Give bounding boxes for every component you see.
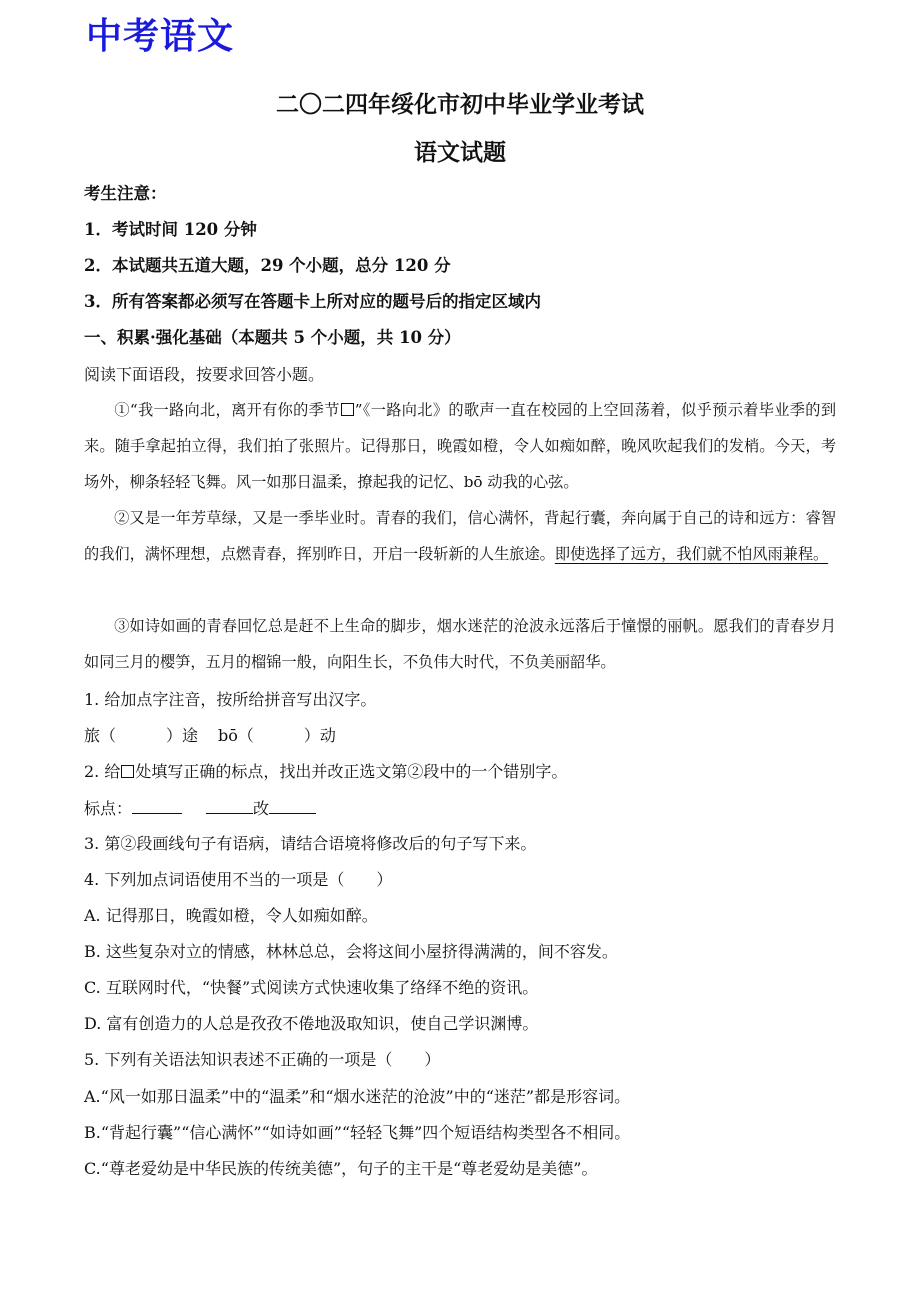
q2-punctuation-blank[interactable]	[132, 797, 182, 814]
q2-correct-char-blank[interactable]	[269, 797, 316, 814]
exam-title: 二〇二四年绥化市初中毕业学业考试	[276, 91, 644, 118]
passage-paragraph-1	[84, 392, 836, 500]
q2-wrong-char-blank[interactable]	[206, 797, 253, 814]
q2-mid: 改	[253, 799, 270, 818]
p2-text: ②又是一年芳草绿，又是一季毕业时。青春的我们，信心满怀，背起行囊，奔向属于自己的诗和远方：睿智的我们，满怀理想，点燃青春，挥别昨日，开启一段斩新的人生旅途。	[84, 509, 836, 563]
p3-text: ③如诗如画的青春回忆总是赶不上生命的脚步，烟水迷茫的沧波永远落后于憧憬的丽帆。愿我们的青春岁月如同三月的樱笋，五月的榴锦一般，向阳生长，不负伟大时代，不负美丽韶华。	[84, 617, 836, 671]
notice-item-2: 2．本试题共五道大题，29 个小题，总分 120 分	[84, 256, 451, 275]
q2-text-a: 2. 给	[84, 762, 121, 781]
question-5: 5. 下列有关语法知识表述不正确的一项是（ ）	[84, 1050, 441, 1069]
q1-part-d: ）动	[303, 726, 336, 745]
notice-item-3: 3．所有答案都必须写在答题卡上所对应的题号后的指定区域内	[84, 292, 541, 311]
question-2-answer-line	[84, 797, 844, 820]
q5-option-b: B.“背起行囊”“信心满怀”“如诗如画”“轻轻飞舞”四个短语结构类型各不相同。	[84, 1123, 631, 1142]
p2-underlined-sentence: 即使选择了远方，我们就不怕风雨兼程。	[554, 545, 829, 563]
question-2	[84, 761, 844, 783]
question-3: 3. 第②段画线句子有语病，请结合语境将修改后的句子写下来。	[84, 834, 537, 853]
subject-title: 语文试题	[414, 139, 506, 166]
p1-text-b: ”《一路向北》的歌声一直在校园的上空回荡着，似乎预示着毕业季的到来。随手拿起拍立得，我们拍了张照片。记得那日，晚霞如橙，令人如痴如醉，晚风吹起我们的发梢。今天，考场外，柳条轻轻飞舞。风一如那日温柔，撩起我的记忆、bō 动我的心弦。	[84, 401, 837, 491]
q4-option-c: C. 互联网时代，“快餐”式阅读方式快速收集了络绎不绝的资讯。	[84, 978, 539, 997]
passage-paragraph-2	[84, 500, 836, 572]
p1-text-a: ①“我一路向北，离开有你的季节	[114, 401, 340, 419]
brand-title: 中考语文	[86, 16, 235, 57]
q4-option-a: A. 记得那日，晚霞如橙，令人如痴如醉。	[84, 906, 378, 925]
q2-text-b: 处填写正确的标点，找出并改正选文第②段中的一个错别字。	[135, 762, 568, 781]
q1-part-a: 旅（	[84, 726, 117, 745]
notice-heading: 考生注意：	[84, 184, 167, 203]
q4-option-d: D. 富有创造力的人总是孜孜不倦地汲取知识，使自己学识渊博。	[84, 1014, 539, 1033]
section1-heading: 一、积累·强化基础（本题共 5 个小题，共 10 分）	[84, 328, 461, 347]
q4-option-b: B. 这些复杂对立的情感，林林总总，会将这间小屋挤得满满的，间不容发。	[84, 942, 618, 961]
question-1-answer-line	[84, 725, 844, 747]
question-4: 4. 下列加点词语使用不当的一项是（ ）	[84, 870, 393, 889]
q1-part-c: bō（	[218, 726, 254, 745]
q5-option-a: A.“风一如那日温柔”中的“温柔”和“烟水迷茫的沧波”中的“迷茫”都是形容词。	[84, 1087, 631, 1106]
q2-label: 标点：	[84, 799, 133, 818]
q1-part-b: ）途	[166, 726, 199, 745]
question-1: 1. 给加点字注音，按所给拼音写出汉字。	[84, 690, 377, 709]
q5-option-c: C.“尊老爱幼是中华民族的传统美德”，句子的主干是“尊老爱幼是美德”。	[84, 1159, 598, 1178]
q2-box-icon	[121, 765, 134, 778]
passage-paragraph-3	[84, 608, 836, 680]
punctuation-blank-box	[341, 403, 354, 416]
notice-item-1: 1．考试时间 120 分钟	[84, 220, 257, 239]
reading-instruction: 阅读下面语段，按要求回答小题。	[84, 365, 325, 384]
